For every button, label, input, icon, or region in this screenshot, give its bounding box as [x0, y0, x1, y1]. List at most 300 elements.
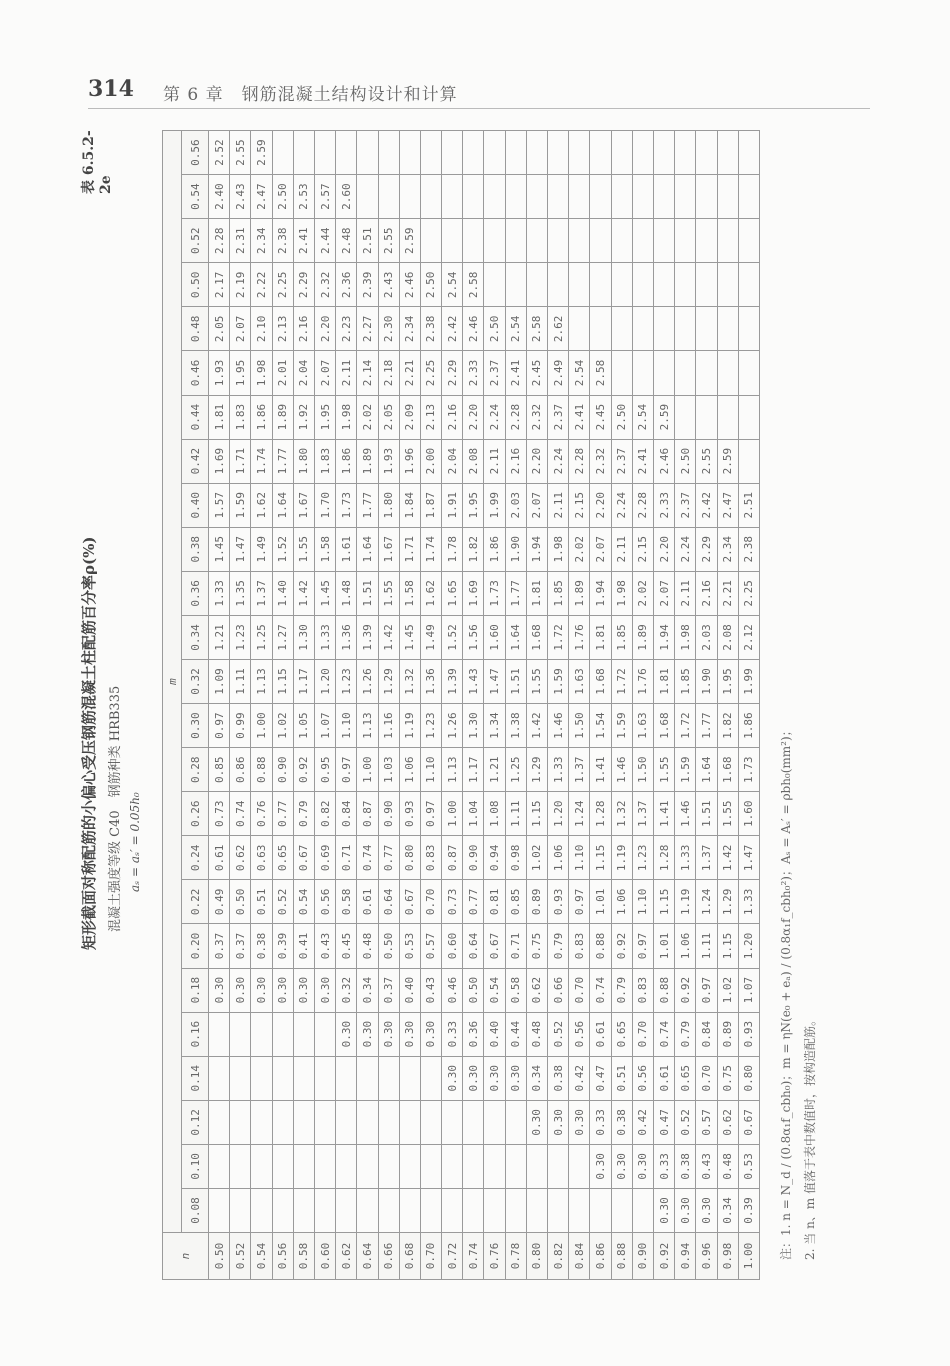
rho-cell — [653, 263, 674, 307]
rho-cell: 1.11 — [230, 659, 251, 703]
rho-cell: 2.55 — [230, 131, 251, 175]
table-condition: aₛ = aₛ′ = 0.05h₀ — [128, 792, 142, 892]
rho-cell: 2.54 — [569, 351, 590, 395]
rho-cell: 1.71 — [230, 439, 251, 483]
table-title: 矩形截面对称配筋的小偏心受压钢筋混凝土柱配筋百分率ρ(%) — [80, 536, 98, 950]
rho-cell: 1.02 — [526, 836, 547, 880]
rho-cell: 1.67 — [293, 483, 314, 527]
rho-cell — [484, 263, 505, 307]
rho-cell — [272, 131, 293, 175]
rho-cell — [526, 1144, 547, 1188]
rho-cell — [399, 1188, 420, 1232]
rho-cell: 1.43 — [463, 659, 484, 703]
rho-cell: 1.30 — [293, 615, 314, 659]
rho-cell: 0.30 — [526, 1100, 547, 1144]
table-row — [569, 131, 590, 1280]
table-row — [717, 131, 738, 1280]
rho-cell: 1.68 — [653, 704, 674, 748]
rho-cell: 0.90 — [272, 748, 293, 792]
table-row — [696, 131, 717, 1280]
rho-cell: 0.57 — [696, 1100, 717, 1144]
table-row — [590, 131, 611, 1280]
rho-cell: 2.13 — [272, 307, 293, 351]
rho-cell: 0.52 — [675, 1100, 696, 1144]
rho-cell: 0.97 — [569, 880, 590, 924]
rho-cell — [230, 1188, 251, 1232]
rho-cell: 1.85 — [675, 659, 696, 703]
rho-cell: 0.30 — [569, 1100, 590, 1144]
rho-cell: 1.42 — [378, 615, 399, 659]
rho-cell — [442, 175, 463, 219]
rho-cell: 2.45 — [526, 351, 547, 395]
rho-cell: 0.37 — [209, 924, 230, 968]
rho-cell: 0.30 — [399, 1012, 420, 1056]
rho-cell: 1.51 — [505, 659, 526, 703]
rho-cell — [653, 175, 674, 219]
rho-cell: 0.33 — [653, 1144, 674, 1188]
rho-cell: 1.83 — [230, 395, 251, 439]
rho-cell: 1.85 — [548, 571, 569, 615]
rho-cell — [336, 1144, 357, 1188]
rho-cell: 2.15 — [632, 527, 653, 571]
rho-cell: 1.06 — [675, 924, 696, 968]
m-value-header: 0.58 — [293, 1233, 314, 1280]
rho-cell: 1.19 — [675, 880, 696, 924]
rho-cell: 2.50 — [272, 175, 293, 219]
rho-cell — [738, 263, 759, 307]
rho-cell: 1.77 — [357, 483, 378, 527]
rho-cell: 1.46 — [675, 792, 696, 836]
rho-cell — [293, 131, 314, 175]
rho-cell: 0.33 — [590, 1100, 611, 1144]
m-value-header: 0.94 — [675, 1233, 696, 1280]
rho-cell — [378, 131, 399, 175]
rho-cell: 1.42 — [293, 571, 314, 615]
rho-cell: 1.37 — [251, 571, 272, 615]
rho-cell: 1.73 — [484, 571, 505, 615]
rho-cell: 1.72 — [611, 659, 632, 703]
rho-cell: 2.54 — [505, 307, 526, 351]
rho-cell — [505, 219, 526, 263]
rho-cell: 0.85 — [505, 880, 526, 924]
rho-cell: 1.74 — [251, 439, 272, 483]
rho-cell: 1.63 — [569, 659, 590, 703]
rho-cell — [738, 439, 759, 483]
rho-cell: 1.78 — [442, 527, 463, 571]
rho-cell: 0.56 — [569, 1012, 590, 1056]
table-row — [463, 131, 484, 1280]
rho-cell — [505, 1144, 526, 1188]
rho-cell: 0.42 — [632, 1100, 653, 1144]
rho-cell: 2.55 — [696, 439, 717, 483]
rho-cell: 0.74 — [590, 968, 611, 1012]
rho-cell: 2.57 — [314, 175, 335, 219]
rho-cell: 2.34 — [399, 307, 420, 351]
rho-cell: 1.69 — [209, 439, 230, 483]
rho-cell: 0.43 — [314, 924, 335, 968]
rho-cell: 0.30 — [442, 1056, 463, 1100]
n-value-header: 0.30 — [182, 704, 209, 748]
rho-cell — [717, 263, 738, 307]
rho-cell: 2.49 — [548, 351, 569, 395]
rho-cell: 2.20 — [314, 307, 335, 351]
rho-cell: 0.39 — [272, 924, 293, 968]
rho-cell — [738, 175, 759, 219]
rho-cell — [420, 1100, 441, 1144]
rho-cell: 2.59 — [399, 219, 420, 263]
rho-cell — [357, 131, 378, 175]
rho-cell: 2.16 — [293, 307, 314, 351]
rho-cell: 1.16 — [378, 704, 399, 748]
rho-cell: 2.43 — [378, 263, 399, 307]
rho-cell: 0.99 — [230, 704, 251, 748]
rho-cell: 1.95 — [230, 351, 251, 395]
rho-cell: 1.89 — [272, 395, 293, 439]
table-row — [293, 131, 314, 1280]
rho-cell — [272, 1012, 293, 1056]
rho-cell: 1.19 — [611, 836, 632, 880]
rho-cell — [632, 219, 653, 263]
rho-cell: 0.83 — [632, 968, 653, 1012]
rho-cell: 2.25 — [738, 571, 759, 615]
rho-cell — [336, 131, 357, 175]
rho-cell: 0.47 — [590, 1056, 611, 1100]
rho-cell: 2.28 — [209, 219, 230, 263]
rho-cell: 1.55 — [293, 527, 314, 571]
rho-cell — [675, 351, 696, 395]
m-value-header: 1.00 — [738, 1233, 759, 1280]
n-value-header: 0.34 — [182, 615, 209, 659]
rho-cell: 2.29 — [696, 527, 717, 571]
rho-cell: 1.20 — [548, 792, 569, 836]
rho-cell: 2.02 — [632, 571, 653, 615]
table-row — [611, 131, 632, 1280]
rho-cell: 0.84 — [336, 792, 357, 836]
rho-cell: 0.90 — [378, 792, 399, 836]
rho-cell: 2.48 — [336, 219, 357, 263]
rho-cell — [272, 1144, 293, 1188]
rho-cell: 0.77 — [378, 836, 399, 880]
rho-cell: 2.38 — [738, 527, 759, 571]
rho-cell: 1.95 — [717, 659, 738, 703]
note-2: 2. 当 n、m 值落于表中数值时，按构造配筋。 — [803, 1013, 817, 1260]
rho-cell: 2.13 — [420, 395, 441, 439]
rho-cell — [526, 263, 547, 307]
rho-cell: 2.40 — [209, 175, 230, 219]
table-row — [632, 131, 653, 1280]
rho-cell: 0.48 — [717, 1144, 738, 1188]
rho-cell: 1.01 — [590, 880, 611, 924]
n-value-header: 0.28 — [182, 748, 209, 792]
table-row — [209, 131, 230, 1280]
rho-cell: 0.51 — [251, 880, 272, 924]
rho-cell: 2.41 — [632, 439, 653, 483]
rho-cell: 2.12 — [738, 615, 759, 659]
rho-cell: 0.40 — [399, 968, 420, 1012]
rho-cell: 1.33 — [548, 748, 569, 792]
rho-cell: 1.05 — [293, 704, 314, 748]
rho-cell — [526, 1188, 547, 1232]
rho-cell: 2.03 — [505, 483, 526, 527]
rho-cell: 1.11 — [505, 792, 526, 836]
rho-cell — [484, 1144, 505, 1188]
m-value-header: 0.86 — [590, 1233, 611, 1280]
table-row — [442, 131, 463, 1280]
rho-cell — [526, 175, 547, 219]
rho-cell: 0.52 — [548, 1012, 569, 1056]
rho-cell: 0.97 — [420, 792, 441, 836]
table-row — [548, 131, 569, 1280]
rho-cell — [399, 1056, 420, 1100]
rho-cell: 1.17 — [293, 659, 314, 703]
rho-cell: 0.77 — [272, 792, 293, 836]
rho-cell — [420, 1056, 441, 1100]
page-header — [88, 76, 870, 109]
rho-cell: 1.32 — [399, 659, 420, 703]
rho-cell: 0.30 — [251, 968, 272, 1012]
m-value-header: 0.52 — [230, 1233, 251, 1280]
rho-cell: 1.10 — [569, 836, 590, 880]
rho-cell: 0.30 — [548, 1100, 569, 1144]
rho-cell: 0.44 — [505, 1012, 526, 1056]
rho-cell: 2.54 — [632, 395, 653, 439]
rho-cell: 2.37 — [548, 395, 569, 439]
rho-cell: 2.10 — [251, 307, 272, 351]
rho-cell: 0.49 — [209, 880, 230, 924]
rho-cell — [484, 131, 505, 175]
rho-cell — [611, 307, 632, 351]
rho-cell: 1.21 — [209, 615, 230, 659]
rho-cell: 1.49 — [251, 527, 272, 571]
rho-cell: 2.46 — [399, 263, 420, 307]
n-value-header: 0.46 — [182, 351, 209, 395]
rho-cell: 1.93 — [378, 439, 399, 483]
rho-cell: 0.37 — [378, 968, 399, 1012]
rho-cell: 1.49 — [420, 615, 441, 659]
rho-cell: 1.33 — [675, 836, 696, 880]
rho-cell: 1.42 — [717, 836, 738, 880]
rho-cell: 0.97 — [696, 968, 717, 1012]
rho-cell — [611, 219, 632, 263]
rho-cell: 1.15 — [272, 659, 293, 703]
rho-cell: 0.30 — [293, 968, 314, 1012]
rho-cell: 2.54 — [442, 263, 463, 307]
rho-cell — [230, 1144, 251, 1188]
rho-cell — [442, 1100, 463, 1144]
rho-cell: 1.99 — [484, 483, 505, 527]
rho-cell: 0.80 — [738, 1056, 759, 1100]
m-value-header: 0.64 — [357, 1233, 378, 1280]
table-row — [336, 131, 357, 1280]
rho-cell: 0.52 — [272, 880, 293, 924]
rho-cell: 0.94 — [484, 836, 505, 880]
n-value-header: 0.18 — [182, 968, 209, 1012]
rho-cell — [696, 219, 717, 263]
rho-cell: 2.42 — [442, 307, 463, 351]
rho-cell — [675, 307, 696, 351]
rho-cell: 0.50 — [463, 968, 484, 1012]
rho-cell: 1.65 — [442, 571, 463, 615]
rotated-table-block — [62, 130, 862, 1280]
rho-cell: 1.54 — [590, 704, 611, 748]
rho-cell: 0.65 — [675, 1056, 696, 1100]
rho-cell: 0.41 — [293, 924, 314, 968]
rho-cell — [717, 351, 738, 395]
rho-cell: 0.69 — [314, 836, 335, 880]
rho-cell — [717, 219, 738, 263]
rho-cell: 1.72 — [675, 704, 696, 748]
rho-cell: 2.45 — [590, 395, 611, 439]
rho-cell: 2.58 — [526, 307, 547, 351]
rho-cell — [738, 307, 759, 351]
rho-cell: 0.38 — [251, 924, 272, 968]
rho-cell — [590, 263, 611, 307]
rho-cell — [420, 175, 441, 219]
rho-cell: 1.32 — [611, 792, 632, 836]
rho-cell: 2.04 — [442, 439, 463, 483]
rho-cell: 0.81 — [484, 880, 505, 924]
rho-cell: 1.64 — [272, 483, 293, 527]
rho-cell — [675, 395, 696, 439]
rho-cell: 0.85 — [209, 748, 230, 792]
rho-cell — [272, 1188, 293, 1232]
m-value-header: 0.92 — [653, 1233, 674, 1280]
rho-cell: 0.57 — [420, 924, 441, 968]
rho-cell: 1.82 — [717, 704, 738, 748]
rho-cell: 0.53 — [399, 924, 420, 968]
rho-cell: 0.65 — [272, 836, 293, 880]
rho-cell: 0.82 — [314, 792, 335, 836]
rho-cell: 1.60 — [484, 615, 505, 659]
rho-cell: 1.90 — [505, 527, 526, 571]
rho-cell: 1.80 — [293, 439, 314, 483]
rho-cell: 2.28 — [505, 395, 526, 439]
rho-cell: 0.56 — [632, 1056, 653, 1100]
rho-cell: 2.31 — [230, 219, 251, 263]
rho-cell — [632, 351, 653, 395]
rho-cell: 2.41 — [293, 219, 314, 263]
rho-cell: 0.43 — [420, 968, 441, 1012]
rho-cell: 1.24 — [696, 880, 717, 924]
rho-cell: 2.52 — [209, 131, 230, 175]
table-row — [399, 131, 420, 1280]
rho-cell: 1.25 — [251, 615, 272, 659]
rho-cell: 2.30 — [378, 307, 399, 351]
rho-cell: 1.68 — [590, 659, 611, 703]
rho-cell — [632, 263, 653, 307]
rho-cell: 1.06 — [399, 748, 420, 792]
rho-cell: 1.33 — [209, 571, 230, 615]
table-notes — [774, 724, 822, 1260]
rho-cell: 0.71 — [336, 836, 357, 880]
rho-cell: 2.43 — [230, 175, 251, 219]
rho-cell: 2.50 — [420, 263, 441, 307]
rho-cell: 1.29 — [526, 748, 547, 792]
rho-cell: 0.43 — [696, 1144, 717, 1188]
rho-cell — [484, 175, 505, 219]
rho-cell: 1.47 — [738, 836, 759, 880]
rho-cell: 2.20 — [653, 527, 674, 571]
note-1: 注：1. n = N_d / (0.8α₁f_cbh₀)；m = ηN(e₀ + eₐ) / (0.8α₁f_cbh₀²)；Aₛ = Aₛ′ = ρbh₀(mm²)； — [779, 724, 793, 1260]
rho-cell: 1.64 — [505, 615, 526, 659]
rho-cell: 1.26 — [357, 659, 378, 703]
rho-cell: 0.50 — [230, 880, 251, 924]
rho-cell: 1.98 — [251, 351, 272, 395]
m-value-header: 0.56 — [272, 1233, 293, 1280]
rho-cell: 0.67 — [738, 1100, 759, 1144]
rho-cell — [314, 1100, 335, 1144]
rho-cell: 0.89 — [717, 1012, 738, 1056]
rho-cell: 2.23 — [336, 307, 357, 351]
n-value-header: 0.22 — [182, 880, 209, 924]
m-value-header: 0.50 — [209, 1233, 230, 1280]
rho-cell: 1.42 — [526, 704, 547, 748]
rho-cell: 2.34 — [251, 219, 272, 263]
rho-cell — [696, 175, 717, 219]
rho-cell: 1.85 — [611, 615, 632, 659]
rho-cell: 1.09 — [209, 659, 230, 703]
rho-cell: 0.30 — [314, 968, 335, 1012]
rho-cell: 1.93 — [209, 351, 230, 395]
m-value-header: 0.54 — [251, 1233, 272, 1280]
rho-cell — [251, 1100, 272, 1144]
rho-cell: 2.46 — [653, 439, 674, 483]
rho-cell: 1.61 — [336, 527, 357, 571]
table-row — [251, 131, 272, 1280]
rho-cell: 1.59 — [611, 704, 632, 748]
rho-cell: 1.64 — [357, 527, 378, 571]
rho-cell — [484, 1100, 505, 1144]
rho-cell: 1.07 — [314, 704, 335, 748]
rho-cell: 0.97 — [632, 924, 653, 968]
rho-cell: 0.93 — [738, 1012, 759, 1056]
rho-cell: 0.87 — [357, 792, 378, 836]
rho-cell — [569, 219, 590, 263]
table-row — [272, 131, 293, 1280]
rho-cell: 1.86 — [738, 704, 759, 748]
rho-cell: 1.51 — [696, 792, 717, 836]
rho-cell — [548, 219, 569, 263]
rho-cell: 0.73 — [209, 792, 230, 836]
table-row — [357, 131, 378, 1280]
rho-cell — [653, 351, 674, 395]
rho-cell: 1.99 — [738, 659, 759, 703]
table-row — [484, 131, 505, 1280]
table-row — [675, 131, 696, 1280]
rho-cell — [420, 219, 441, 263]
rho-cell: 1.50 — [569, 704, 590, 748]
rho-cell — [420, 1144, 441, 1188]
rho-cell: 2.05 — [209, 307, 230, 351]
rho-cell: 1.28 — [590, 792, 611, 836]
rho-cell: 0.79 — [293, 792, 314, 836]
rho-cell — [569, 263, 590, 307]
rho-cell: 0.34 — [717, 1188, 738, 1232]
m-value-header: 0.90 — [632, 1233, 653, 1280]
rho-cell — [653, 307, 674, 351]
rho-cell: 2.22 — [251, 263, 272, 307]
rho-cell — [420, 1188, 441, 1232]
rho-cell: 0.38 — [675, 1144, 696, 1188]
m-value-header: 0.84 — [569, 1233, 590, 1280]
rho-cell: 2.08 — [717, 615, 738, 659]
rho-cell — [314, 1056, 335, 1100]
table-number: 表 6.5.2-2e — [81, 130, 114, 194]
rho-cell: 1.73 — [336, 483, 357, 527]
rho-cell: 2.29 — [293, 263, 314, 307]
rho-cell: 0.30 — [336, 1012, 357, 1056]
rho-cell: 1.86 — [251, 395, 272, 439]
